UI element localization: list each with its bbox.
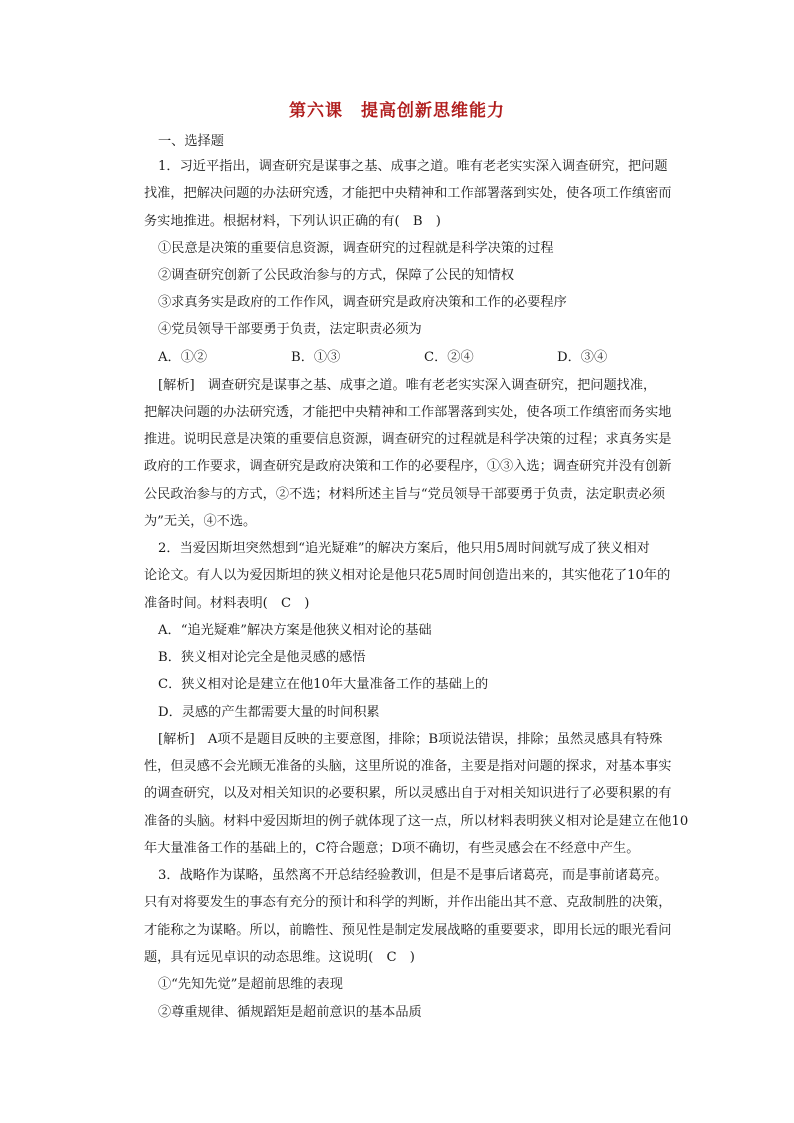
q2-analysis-line: [解析] A项不是题目反映的主要意图，排除；B项说法错误，排除；虽然灵感具有特殊 bbox=[158, 732, 663, 747]
q1-option-a: A．①② bbox=[158, 350, 208, 365]
q3-stem-line: 题，具有远见卓识的动态思维。这说明( C ) bbox=[144, 950, 415, 965]
q2-item: B．狭义相对论完全是他灵感的感悟 bbox=[158, 650, 366, 665]
q1-item: ②调查研究创新了公民政治参与的方式，保障了公民的知情权 bbox=[158, 268, 515, 283]
q1-analysis-line: 推进。说明民意是决策的重要信息资源，调查研究的过程就是科学决策的过程；求真务实是 bbox=[144, 432, 672, 447]
q1-stem-line: 找准，把解决问题的办法研究透，才能把中央精神和工作部署落到实处，使各项工作缜密而 bbox=[144, 186, 672, 201]
q1-option-b: B．①③ bbox=[291, 350, 341, 365]
q1-stem-line: 1．习近平指出，调查研究是谋事之基、成事之道。唯有老老实实深入调查研究，把问题 bbox=[158, 159, 668, 174]
q3-stem-line: 3．战略作为谋略，虽然离不开总结经验教训，但是不是事后诸葛亮，而是事前诸葛亮。 bbox=[158, 868, 668, 883]
q3-item: ②尊重规律、循规蹈矩是超前意识的基本品质 bbox=[158, 1005, 422, 1020]
q2-stem-line: 准备时间。材料表明( C ) bbox=[144, 596, 310, 611]
q2-stem-line: 2．当爱因斯坦突然想到“追光疑难”的解决方案后，他只用5周时间就写成了狭义相对 bbox=[158, 541, 650, 556]
q2-analysis-line: 准备的头脑。材料中爱因斯坦的例子就体现了这一点，所以材料表明狭义相对论是建立在他10 bbox=[144, 814, 689, 829]
q3-item: ①“先知先觉”是超前思维的表现 bbox=[158, 977, 343, 992]
q3-stem-line: 只有对将要发生的事态有充分的预计和科学的判断，并作出能出其不意、克敌制胜的决策， bbox=[144, 895, 672, 910]
q1-options bbox=[158, 347, 688, 369]
q1-item: ③求真务实是政府的工作作风，调查研究是政府决策和工作的必要程序 bbox=[158, 295, 567, 310]
q1-analysis-line: 公民政治参与的方式，②不选；材料所述主旨与“党员领导干部要勇于负责，法定职责必须 bbox=[144, 487, 666, 502]
q2-analysis-line: 的调查研究，以及对相关知识的必要积累，所以灵感出自于对相关知识进行了必要积累的有 bbox=[144, 786, 672, 801]
q2-item: C．狭义相对论是建立在他10年大量准备工作的基础上的 bbox=[158, 677, 489, 692]
q2-item: A．“追光疑难”解决方案是他狭义相对论的基础 bbox=[158, 623, 432, 638]
q2-stem-line: 论论文。有人以为爱因斯坦的狭义相对论是他只花5周时间创造出来的，其实他花了10年的 bbox=[144, 568, 671, 583]
q1-stem-line: 务实地推进。根据材料，下列认识正确的有( B ) bbox=[144, 214, 441, 229]
q1-option-d: D．③④ bbox=[557, 350, 608, 365]
q1-analysis-line: 把解决问题的办法研究透，才能把中央精神和工作部署落到实处，使各项工作缜密而务实地 bbox=[144, 405, 672, 420]
section-heading: 一、选择题 bbox=[158, 134, 224, 149]
q1-item: ④党员领导干部要勇于负责，法定职责必须为 bbox=[158, 322, 422, 337]
q1-analysis-line: [解析] 调查研究是谋事之基、成事之道。唯有老老实实深入调查研究，把问题找准， bbox=[158, 378, 657, 393]
q3-stem-line: 才能称之为谋略。所以，前瞻性、预见性是制定发展战略的重要要求，即用长远的眼光看问 bbox=[144, 923, 672, 938]
q2-analysis-line: 性，但灵感不会光顾无准备的头脑，这里所说的准备，主要是指对问题的探求，对基本事实 bbox=[144, 759, 672, 774]
q1-analysis-line: 政府的工作要求，调查研究是政府决策和工作的必要程序，①③入选；调查研究并没有创新 bbox=[144, 459, 672, 474]
q1-option-c: C．②④ bbox=[424, 350, 474, 365]
q1-analysis-line: 为”无关，④不选。 bbox=[144, 514, 257, 529]
page-title: 第六课 提高创新思维能力 bbox=[289, 101, 505, 121]
q2-analysis-line: 年大量准备工作的基础上的，C符合题意；D项不确切，有些灵感会在不经意中产生。 bbox=[144, 841, 640, 856]
q2-item: D．灵感的产生都需要大量的时间积累 bbox=[158, 705, 380, 720]
q1-item: ①民意是决策的重要信息资源，调查研究的过程就是科学决策的过程 bbox=[158, 241, 554, 256]
